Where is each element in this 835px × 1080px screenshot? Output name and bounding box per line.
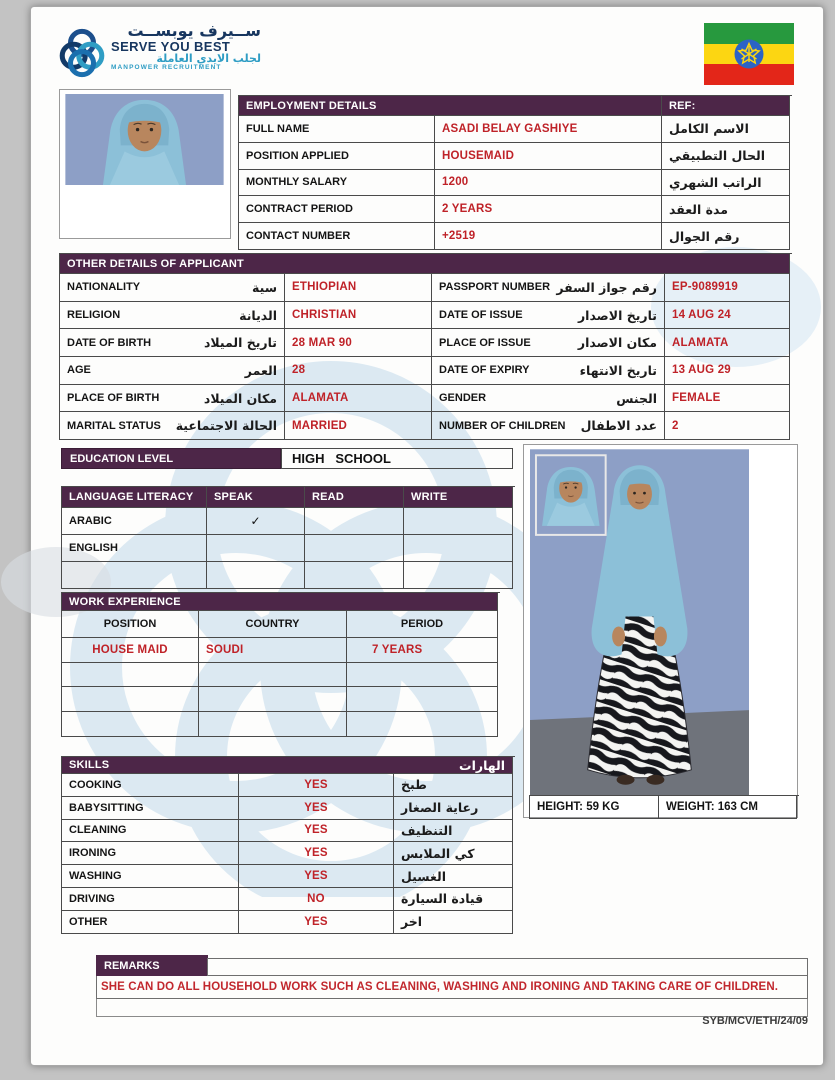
skill-value: NO xyxy=(239,888,394,911)
write-checkbox xyxy=(404,562,513,589)
work-country xyxy=(199,712,347,737)
read-checkbox xyxy=(305,535,404,562)
field-label-en: GENDER xyxy=(439,392,487,405)
field-label-arabic: الراتب الشهري xyxy=(662,170,790,197)
field-value: HOUSEMAID xyxy=(435,143,662,170)
skills-title-arabic: الهارات xyxy=(459,757,505,773)
field-value: 2 YEARS xyxy=(435,196,662,223)
work-period: 7 YEARS xyxy=(347,638,498,663)
education-level-label: EDUCATION LEVEL xyxy=(61,448,281,469)
agency-logo-text xyxy=(111,23,261,72)
field-label-arabic: عدد الاطفال xyxy=(580,418,657,434)
skill-label-arabic: كي الملابس xyxy=(394,842,513,865)
field-label-arabic: الجنس xyxy=(616,390,657,406)
field-label-arabic: الحالة الاجتماعية xyxy=(175,418,277,434)
work-country xyxy=(199,663,347,688)
skill-value: YES xyxy=(239,774,394,797)
field-label-en: PLACE OF BIRTH xyxy=(67,392,160,405)
agency-tagline-arabic: لجلب الايدي العاملة xyxy=(156,52,261,66)
field-label-en: PLACE OF ISSUE xyxy=(439,336,531,349)
work-country: SOUDI xyxy=(199,638,347,663)
field-value: MARRIED xyxy=(285,412,432,440)
ethiopia-flag-icon xyxy=(704,23,794,85)
field-value: 14 AUG 24 xyxy=(665,302,790,330)
field-label-arabic: رقم الجوال xyxy=(662,223,790,250)
skill-value: YES xyxy=(239,911,394,934)
field-label xyxy=(432,357,665,385)
education-level-value: HIGH SCHOOL xyxy=(281,448,513,469)
field-label: POSITION APPLIED xyxy=(239,143,435,170)
field-label-en: NUMBER OF CHILDREN xyxy=(439,419,566,432)
weight-value: WEIGHT: 163 CM xyxy=(659,796,797,819)
read-header: READ xyxy=(305,487,404,508)
work-period xyxy=(347,712,498,737)
agency-tagline-english: MANPOWER RECRUITMENT xyxy=(111,63,222,71)
employment-details-table xyxy=(238,95,792,250)
field-value: 2 xyxy=(665,412,790,440)
skill-value: YES xyxy=(239,820,394,843)
field-label-arabic: سية xyxy=(252,279,277,295)
language-name: ARABIC xyxy=(62,508,207,535)
document-reference-code: SYB/MCV/ETH/24/09 xyxy=(702,1015,808,1027)
field-label-arabic: مكان الاصدار xyxy=(577,335,657,351)
skill-label: COOKING xyxy=(62,774,239,797)
read-checkbox xyxy=(305,508,404,535)
skill-label-arabic: اخر xyxy=(394,911,513,934)
field-label-en: RELIGION xyxy=(67,309,121,322)
cv-page xyxy=(30,6,824,1066)
field-label xyxy=(60,302,285,330)
physique-table xyxy=(529,795,799,819)
field-value: 28 MAR 90 xyxy=(285,329,432,357)
skills-title-bar xyxy=(62,757,513,774)
read-checkbox xyxy=(305,562,404,589)
language-literacy-title: LANGUAGE LITERACY xyxy=(62,487,207,508)
skill-label: OTHER xyxy=(62,911,239,934)
field-label xyxy=(60,357,285,385)
remarks-text: SHE CAN DO ALL HOUSEHOLD WORK SUCH AS CLEANING, WASHING AND IRONING AND TAKING CARE OF CHILDREN. xyxy=(96,976,808,999)
field-label-arabic: رقم جواز السفر xyxy=(556,279,657,295)
field-label-arabic: تاريخ الانتهاء xyxy=(579,362,657,378)
field-label-arabic: مكان الميلاد xyxy=(203,390,277,406)
work-experience-title: WORK EXPERIENCE xyxy=(62,593,498,611)
field-label-arabic: العمر xyxy=(244,362,277,378)
language-name xyxy=(62,562,207,589)
full-body-photo xyxy=(530,449,749,796)
field-label: CONTACT NUMBER xyxy=(239,223,435,250)
field-label-en: PASSPORT NUMBER xyxy=(439,281,551,294)
other-details-table xyxy=(59,253,792,440)
field-value: 28 xyxy=(285,357,432,385)
field-value: 1200 xyxy=(435,170,662,197)
agency-name-english: SERVE YOU BEST xyxy=(111,38,231,54)
field-value: ALAMATA xyxy=(285,385,432,413)
field-label: CONTRACT PERIOD xyxy=(239,196,435,223)
skill-label: BABYSITTING xyxy=(62,797,239,820)
write-checkbox xyxy=(404,535,513,562)
work-country xyxy=(199,687,347,712)
field-value: FEMALE xyxy=(665,385,790,413)
write-checkbox xyxy=(404,508,513,535)
country-header: COUNTRY xyxy=(199,611,347,638)
portrait-photo xyxy=(65,94,224,185)
field-label-arabic: الحال التطبيقي xyxy=(662,143,790,170)
work-position xyxy=(62,712,199,737)
speak-checkbox: ✓ xyxy=(207,508,305,535)
field-label: MONTHLY SALARY xyxy=(239,170,435,197)
field-label xyxy=(432,274,665,302)
remarks-title-spacer xyxy=(207,958,808,976)
agency-logo-icon xyxy=(59,25,105,81)
field-label-arabic: مدة العقد xyxy=(662,196,790,223)
write-header: WRITE xyxy=(404,487,513,508)
agency-name-arabic: ســيرف يوبســت xyxy=(127,21,261,40)
field-label-en: DATE OF BIRTH xyxy=(67,336,152,349)
other-details-title: OTHER DETAILS OF APPLICANT xyxy=(60,254,790,274)
field-label: FULL NAME xyxy=(239,116,435,143)
skill-label-arabic: طبخ xyxy=(394,774,513,797)
skill-label-arabic: قيادة السيارة xyxy=(394,888,513,911)
skill-label: CLEANING xyxy=(62,820,239,843)
field-value: CHRISTIAN xyxy=(285,302,432,330)
field-label-arabic: تاريخ الاصدار xyxy=(577,307,657,323)
field-value: EP-9089919 xyxy=(665,274,790,302)
work-experience-table xyxy=(61,592,500,737)
field-value: ALAMATA xyxy=(665,329,790,357)
work-period xyxy=(347,663,498,688)
field-label xyxy=(432,385,665,413)
field-value: +2519 xyxy=(435,223,662,250)
field-label-en: NATIONALITY xyxy=(67,281,141,294)
speak-checkbox xyxy=(207,535,305,562)
skill-value: YES xyxy=(239,865,394,888)
employment-details-title: EMPLOYMENT DETAILS xyxy=(239,96,662,116)
field-label-en: MARITAL STATUS xyxy=(67,419,161,432)
field-label-arabic: تاريخ الميلاد xyxy=(203,335,277,351)
field-label-en: AGE xyxy=(67,364,91,377)
position-header: POSITION xyxy=(62,611,199,638)
skills-title: SKILLS xyxy=(69,759,110,771)
work-position xyxy=(62,687,199,712)
skills-table xyxy=(61,756,515,934)
field-label-arabic: الديانة xyxy=(239,307,277,323)
skill-label-arabic: التنظيف xyxy=(394,820,513,843)
ref-label: REF: xyxy=(662,96,790,116)
skill-label: DRIVING xyxy=(62,888,239,911)
period-header: PERIOD xyxy=(347,611,498,638)
full-body-photo-frame xyxy=(523,444,798,818)
field-value: 13 AUG 29 xyxy=(665,357,790,385)
skill-label-arabic: الغسيل xyxy=(394,865,513,888)
skill-value: YES xyxy=(239,842,394,865)
height-value: HEIGHT: 59 KG xyxy=(530,796,659,819)
skill-value: YES xyxy=(239,797,394,820)
work-position: HOUSE MAID xyxy=(62,638,199,663)
field-value: ASADI BELAY GASHIYE xyxy=(435,116,662,143)
field-label xyxy=(432,329,665,357)
field-label xyxy=(432,302,665,330)
work-position xyxy=(62,663,199,688)
field-label-en: DATE OF ISSUE xyxy=(439,309,523,322)
skill-label-arabic: رعاية الصغار xyxy=(394,797,513,820)
field-label xyxy=(432,412,665,440)
language-name: ENGLISH xyxy=(62,535,207,562)
field-label xyxy=(60,274,285,302)
field-label-arabic: الاسم الكامل xyxy=(662,116,790,143)
field-value: ETHIOPIAN xyxy=(285,274,432,302)
portrait-photo-frame xyxy=(59,89,231,239)
skill-label: IRONING xyxy=(62,842,239,865)
field-label-en: DATE OF EXPIRY xyxy=(439,364,530,377)
language-literacy-table xyxy=(61,486,515,589)
speak-checkbox xyxy=(207,562,305,589)
speak-header: SPEAK xyxy=(207,487,305,508)
field-label xyxy=(60,412,285,440)
remarks-title: REMARKS xyxy=(96,955,208,976)
field-label xyxy=(60,329,285,357)
work-period xyxy=(347,687,498,712)
skill-label: WASHING xyxy=(62,865,239,888)
field-label xyxy=(60,385,285,413)
